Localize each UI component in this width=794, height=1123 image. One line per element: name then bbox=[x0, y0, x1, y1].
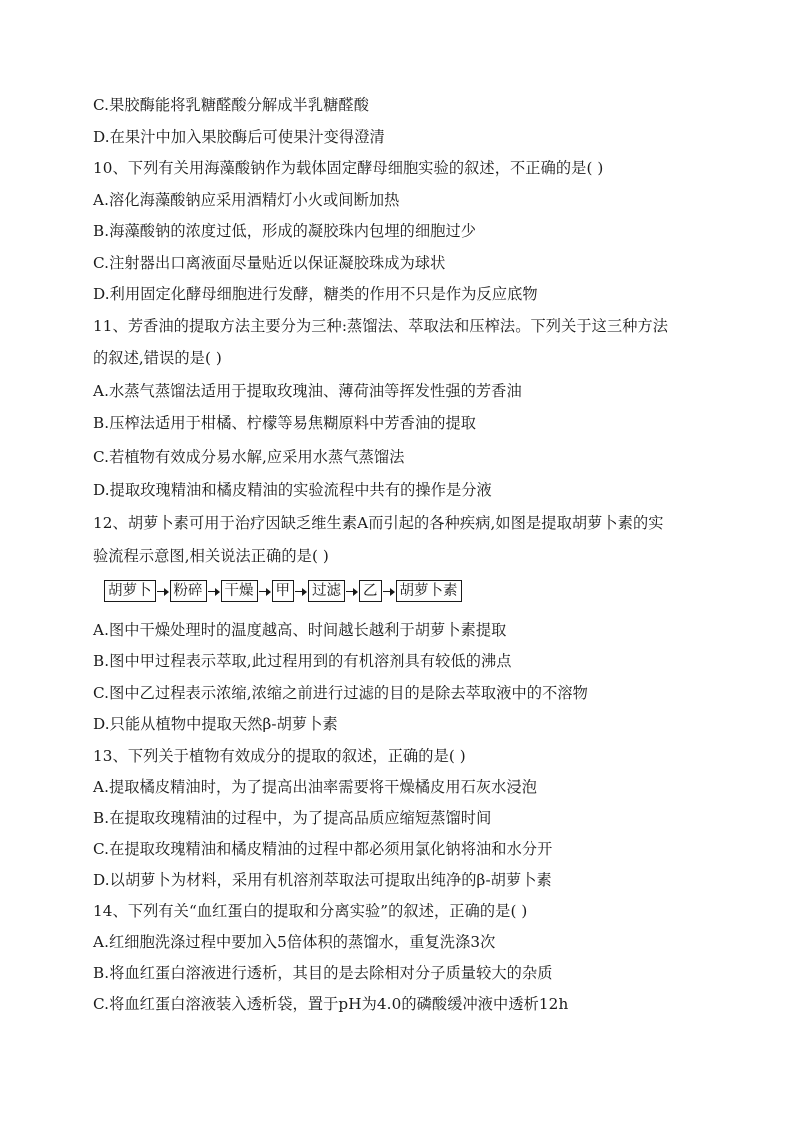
option-10c: C.注射器出口离液面尽量贴近以保证凝胶珠成为球状 bbox=[93, 254, 446, 272]
option-11b: B.压榨法适用于柑橘、柠檬等易焦糊原料中芳香油的提取 bbox=[93, 414, 477, 432]
question-13: 13、下列关于植物有效成分的提取的叙述，正确的是( ) bbox=[93, 747, 466, 765]
arrow-right-icon bbox=[207, 581, 221, 601]
option-13b: B.在提取玫瑰精油的过程中，为了提高品质应缩短蒸馏时间 bbox=[93, 809, 492, 827]
option-13d: D.以胡萝卜为材料，采用有机溶剂萃取法可提取出纯净的β-胡萝卜素 bbox=[93, 871, 552, 889]
option-12b: B.图中甲过程表示萃取,此过程用到的有机溶剂具有较低的沸点 bbox=[93, 652, 512, 670]
question-10: 10、下列有关用海藻酸钠作为载体固定酵母细胞实验的叙述，不正确的是( ) bbox=[93, 159, 604, 177]
option-11c: C.若植物有效成分易水解,应采用水蒸气蒸馏法 bbox=[93, 448, 405, 466]
flow-step-carrot: 胡萝卜 bbox=[104, 580, 156, 602]
arrow-right-icon bbox=[382, 581, 396, 601]
option-12c: C.图中乙过程表示浓缩,浓缩之前进行过滤的目的是除去萃取液中的不溶物 bbox=[93, 684, 588, 702]
option-14a: A.红细胞洗涤过程中要加入5倍体积的蒸馏水，重复洗涤3次 bbox=[93, 933, 496, 951]
option-13c: C.在提取玫瑰精油和橘皮精油的过程中都必须用氯化钠将油和水分开 bbox=[93, 840, 553, 858]
question-14: 14、下列有关“血红蛋白的提取和分离实验”的叙述，正确的是( ) bbox=[93, 902, 528, 920]
flow-step-jia: 甲 bbox=[272, 580, 295, 602]
question-11-cont: 的叙述,错误的是( ) bbox=[93, 349, 222, 367]
flow-step-crush: 粉碎 bbox=[170, 580, 207, 602]
extraction-flowchart bbox=[104, 580, 462, 602]
arrow-right-icon bbox=[345, 581, 359, 601]
option-13a: A.提取橘皮精油时，为了提高出油率需要将干燥橘皮用石灰水浸泡 bbox=[93, 778, 538, 796]
option-11d: D.提取玫瑰精油和橘皮精油的实验流程中共有的操作是分液 bbox=[93, 481, 492, 499]
option-14c: C.将血红蛋白溶液装入透析袋，置于pH为4.0的磷酸缓冲液中透析12h bbox=[93, 995, 569, 1013]
flow-step-filter: 过滤 bbox=[308, 580, 345, 602]
flow-step-carotene: 胡萝卜素 bbox=[396, 580, 462, 602]
option-11a: A.水蒸气蒸馏法适用于提取玫瑰油、薄荷油等挥发性强的芳香油 bbox=[93, 382, 522, 400]
option-9c: C.果胶酶能将乳糖醛酸分解成半乳糖醛酸 bbox=[93, 96, 369, 114]
question-12-cont: 验流程示意图,相关说法正确的是( ) bbox=[93, 547, 329, 565]
flow-step-yi: 乙 bbox=[359, 580, 382, 602]
arrow-right-icon bbox=[258, 581, 272, 601]
option-10b: B.海藻酸钠的浓度过低，形成的凝胶珠内包埋的细胞过少 bbox=[93, 222, 477, 240]
arrow-right-icon bbox=[294, 581, 308, 601]
option-9d: D.在果汁中加入果胶酶后可使果汁变得澄清 bbox=[93, 128, 385, 146]
option-12a: A.图中干燥处理时的温度越高、时间越长越利于胡萝卜素提取 bbox=[93, 621, 507, 639]
question-11: 11、芳香油的提取方法主要分为三种:蒸馏法、萃取法和压榨法。下列关于这三种方法 bbox=[93, 317, 669, 335]
option-10d: D.利用固定化酵母细胞进行发酵，糖类的作用不只是作为反应底物 bbox=[93, 285, 538, 303]
option-12d: D.只能从植物中提取天然β-胡萝卜素 bbox=[93, 715, 338, 733]
option-10a: A.溶化海藻酸钠应采用酒精灯小火或间断加热 bbox=[93, 191, 400, 209]
flow-step-dry: 干燥 bbox=[221, 580, 258, 602]
question-12: 12、胡萝卜素可用于治疗因缺乏维生素A而引起的各种疾病,如图是提取胡萝卜素的实 bbox=[93, 514, 664, 532]
arrow-right-icon bbox=[156, 581, 170, 601]
option-14b: B.将血红蛋白溶液进行透析，其目的是去除相对分子质量较大的杂质 bbox=[93, 964, 553, 982]
